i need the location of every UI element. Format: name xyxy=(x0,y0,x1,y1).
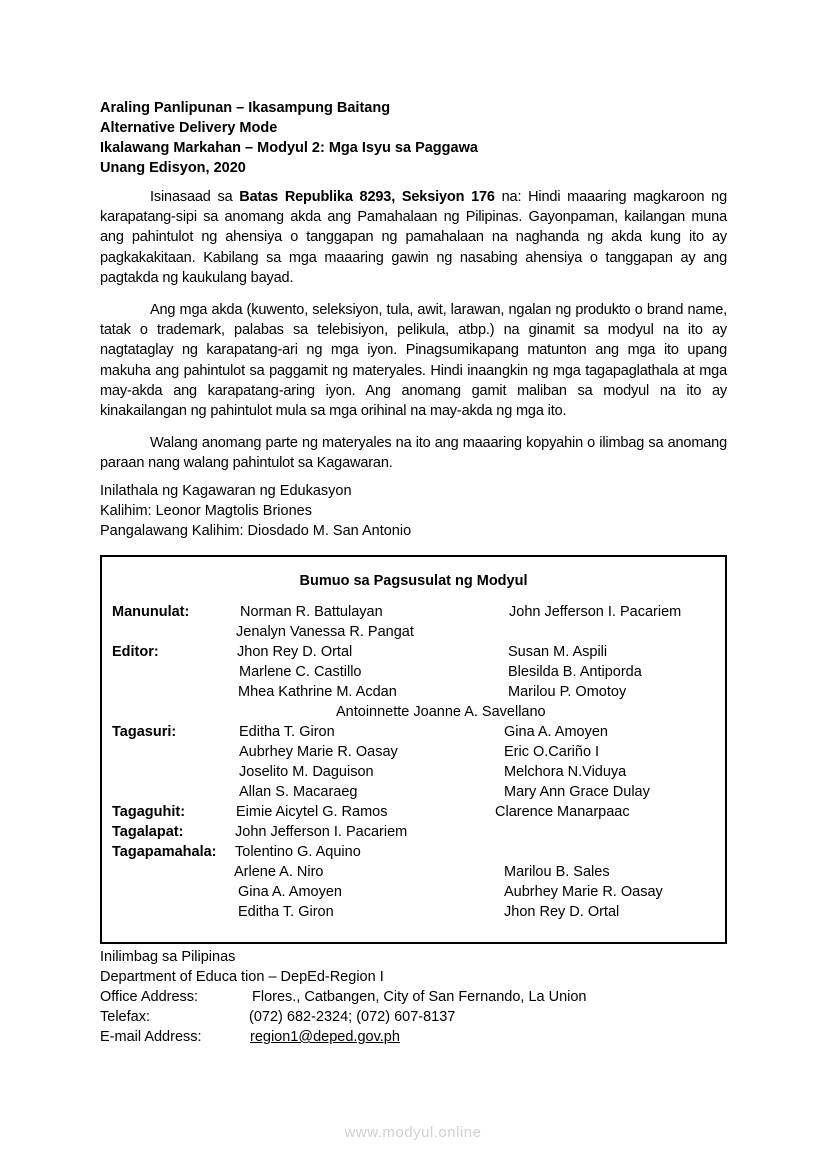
office-address-row xyxy=(100,987,587,1007)
credit-name: Mary Ann Grace Dulay xyxy=(504,784,650,800)
credit-name: Editha T. Giron xyxy=(239,724,335,740)
credit-name: Susan M. Aspili xyxy=(508,644,608,660)
subject-title: Araling Panlipunan – Ikasampung Baitang xyxy=(100,100,391,116)
telefax-label: Telefax: xyxy=(100,1009,150,1025)
publisher-line: Inilathala ng Kagawaran ng Edukasyon xyxy=(100,482,352,499)
credit-name: Gina A. Amoyen xyxy=(504,724,608,740)
credit-name: Jhon Rey D. Ortal xyxy=(237,644,353,660)
editor-label: Editor: xyxy=(112,644,159,660)
credit-name: Allan S. Macaraeg xyxy=(239,784,358,800)
credit-name: John Jefferson I. Pacariem xyxy=(509,604,682,620)
module-title: Ikalawang Markahan – Modyul 2: Mga Isyu sa Paggawa xyxy=(100,140,478,156)
delivery-mode: Alternative Delivery Mode xyxy=(100,120,278,136)
credits-title: Bumuo sa Pagsusulat ng Modyul xyxy=(299,573,528,589)
credits-box xyxy=(100,555,727,944)
credit-name: Blesilda B. Antiporda xyxy=(508,664,642,680)
tagasuri-label: Tagasuri: xyxy=(112,724,177,740)
p1-text: Isinasaad sa xyxy=(150,189,240,205)
email-label: E-mail Address: xyxy=(100,1029,202,1045)
credit-name: Marilou B. Sales xyxy=(504,864,610,880)
tagaguhit-label: Tagaguhit: xyxy=(112,804,186,820)
copyright-paragraph-3: Walang anomang parte ng materyales na ito ang maaaring kopyahin o ilimbag sa anomang paraan nang walang pahintulot sa Kagawaran. xyxy=(100,435,727,472)
document-page xyxy=(100,98,727,541)
credit-name: Antoinnette Joanne A. Savellano xyxy=(336,704,546,720)
tagapamahala-label: Tagapamahala: xyxy=(112,844,217,860)
credit-name: Gina A. Amoyen xyxy=(238,884,342,900)
telefax-row xyxy=(100,1007,456,1027)
credit-name: Jenalyn Vanessa R. Pangat xyxy=(236,624,414,640)
email-link[interactable]: region1@deped.gov.ph xyxy=(250,1029,400,1045)
credit-name: Aubrhey Marie R. Oasay xyxy=(239,744,398,760)
telefax-value: (072) 682-2324; (072) 607-8137 xyxy=(249,1009,456,1025)
email-row xyxy=(100,1027,400,1047)
undersecretary-line: Pangalawang Kalihim: Diosdado M. San Antonio xyxy=(100,522,412,539)
p1-text-cont: na: Hindi maaaring magkaroon ng karapatang-sipi sa anomang akda ang Pamahalaan ng Pilipinas. Gayonpaman, kailangan muna ang pahintulot ng ahensiya o tanggapan ng pamahalaan na naghanda ng akda kung ito ay pagkakakitaan. Kabilang sa mga maaaring gawin ng nasabing ahensiya o tanggapan ay ang pagtakda ng kaukulang bayad. xyxy=(100,189,727,286)
department-line: Department of Educa tion – DepEd-Region I xyxy=(100,969,384,985)
credit-name: Marlene C. Castillo xyxy=(239,664,362,680)
tagalapat-label: Tagalapat: xyxy=(112,824,184,840)
edition: Unang Edisyon, 2020 xyxy=(100,160,246,176)
credit-name: Jhon Rey D. Ortal xyxy=(504,904,620,920)
credit-name: Marilou P. Omotoy xyxy=(508,684,627,700)
office-address-value: Flores., Catbangen, City of San Fernando, La Union xyxy=(252,989,587,1005)
secretary-line: Kalihim: Leonor Magtolis Briones xyxy=(100,502,312,519)
copyright-paragraph-1 xyxy=(100,187,727,288)
credit-name: Arlene A. Niro xyxy=(234,864,324,880)
office-address-label: Office Address: xyxy=(100,989,199,1005)
credit-name: Eric O.Cariño I xyxy=(504,744,600,760)
manunulat-label: Manunulat: xyxy=(112,604,190,620)
printed-in: Inilimbag sa Pilipinas xyxy=(100,949,236,965)
credit-name: Mhea Kathrine M. Acdan xyxy=(238,684,397,700)
credit-name: Melchora N.Viduya xyxy=(504,764,627,780)
credit-name: Tolentino G. Aquino xyxy=(235,844,361,860)
credit-name: Joselito M. Daguison xyxy=(239,764,374,780)
credit-name: Norman R. Battulayan xyxy=(240,604,383,620)
credit-name: Clarence Manarpaac xyxy=(495,804,630,820)
credit-name: John Jefferson I. Pacariem xyxy=(235,824,408,840)
law-reference: Batas Republika 8293, Seksiyon 176 xyxy=(239,189,495,205)
credit-name: Eimie Aicytel G. Ramos xyxy=(236,804,388,820)
copyright-paragraph-2: Ang mga akda (kuwento, seleksiyon, tula, awit, larawan, ngalan ng produkto o brand name, tatak o trademark, palabas sa telebisiyon, pelikula, atbp.) na ginamit sa modyul na ito ay nagtataglay ng karapatang-ari ng mga iyon. Pinagsumikapang matunton ang mga ito upang makuha ang pahintulot sa paggamit ng materyales. Hindi inaangkin ng mga tagapaglathala at mga may-akda ang karapatang-aring iyon. Ang anomang gamit maliban sa modyul na ito ay kinakailangan ng pahintulot mula sa mga orihinal na may-akda ng mga ito. xyxy=(100,302,727,420)
credit-name: Editha T. Giron xyxy=(238,904,334,920)
credit-name: Aubrhey Marie R. Oasay xyxy=(504,884,663,900)
watermark: www.modyul.online xyxy=(344,1124,482,1141)
